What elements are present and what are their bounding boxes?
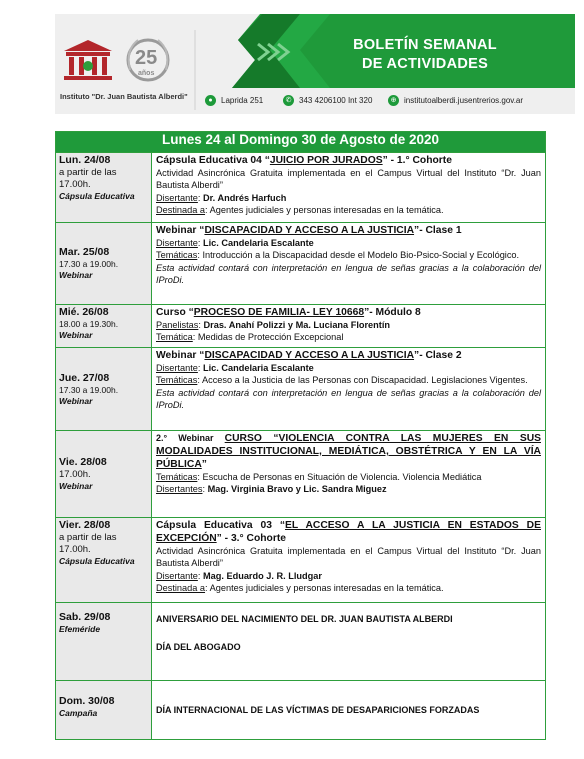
audience-text: Agentes judiciales y personas interesadas en la temática.	[209, 582, 444, 593]
location-pin-icon: ●	[205, 95, 216, 106]
table-row	[56, 153, 546, 223]
field-label: Disertante	[156, 570, 198, 581]
topic-text: Escucha de Personas en Situación de Violencia. Violencia Mediática	[202, 472, 482, 482]
activity-details: Curso “PROCESO DE FAMILIA- LEY 10668”- Módulo 8 Panelistas: Dras. Anahí Polizzi y Ma. Luciana Florentín Temática: Medidas de Protección Excepcional	[152, 305, 546, 348]
activity-type: Cápsula Educativa	[59, 191, 135, 201]
activity-title-suffix: ” - 1.° Cohorte	[382, 155, 452, 166]
speaker-name: Dr. Andrés Harfuch	[202, 192, 287, 203]
table-row	[56, 305, 546, 348]
field-label: Destinada a	[156, 582, 206, 593]
day-time: 18.00 a 19.30h.	[59, 319, 119, 329]
field-label: Temática	[156, 332, 193, 343]
institute-name-caption: Instituto "Dr. Juan Bautista Alberdi"	[60, 92, 188, 101]
activity-type: Webinar	[59, 270, 93, 280]
day-cell	[56, 223, 152, 305]
field-label: Temáticas	[156, 375, 198, 386]
day-label: Jue. 27/08	[59, 371, 110, 384]
activity-title-prefix: Webinar “	[156, 225, 205, 236]
day-label: Lun. 24/08	[59, 154, 111, 166]
activity-title[interactable]: EL ACCESO A LA JUSTICIA EN ESTADOS DE EXCEPCIÓN	[156, 520, 541, 544]
anniversary-word: años	[138, 70, 155, 77]
anniversary-number: 25	[135, 47, 158, 69]
activity-title-prefix: Cápsula Educativa 04 “	[156, 155, 270, 166]
week-title-row	[56, 132, 546, 153]
field-label: Temáticas	[156, 472, 198, 482]
website-contact[interactable]	[388, 92, 523, 108]
activity-details: 2.° Webinar CURSO “VIOLENCIA CONTRA LAS MUJERES EN SUS MODALIDADES INSTITUCIONAL, MEDIÁTICA, OBSTÉTRICA Y EN LA VÍA PÚBLICA” Temáticas: Escucha de Personas en Situación de Violencia. Violencia Mediática Disertantes: Mag. Virginia Bravo y Lic. Sandra Miguez	[152, 431, 546, 518]
field-label: Destinada a	[156, 204, 206, 215]
address-text: Laprida 251	[221, 95, 264, 105]
field-label: Disertante	[156, 238, 198, 248]
day-label: Sab. 29/08	[59, 611, 111, 623]
activity-details: Cápsula Educativa 04 “JUICIO POR JURADOS” - 1.° Cohorte Actividad Asincrónica Gratuita implementada en el Campus Virtual del Instituto “Dr. Juan Bautista Alberdi” Disertante: Dr. Andrés Harfuch Destinada a: Agentes judiciales y personas interesadas en la temática.	[152, 153, 546, 223]
day-cell	[56, 603, 152, 681]
day-cell	[56, 305, 152, 348]
sign-language-note: Esta actividad contará con interpretación en lengua de señas gracias a la colaboración del IProDi.	[156, 262, 541, 285]
activity-type: Efeméride	[59, 624, 101, 634]
newsletter-title	[300, 36, 550, 74]
activity-type: Cápsula Educativa	[59, 556, 135, 566]
activity-title-prefix: Curso “	[156, 307, 194, 318]
topic-text: Introducción a la Discapacidad desde el Modelo Bio-Psico-Social y Ecológico.	[202, 250, 520, 261]
phone-icon: ✆	[283, 95, 294, 106]
speaker-name: Mag. Virginia Bravo y Lic. Sandra Miguez	[207, 484, 387, 495]
activity-title-suffix: ”	[201, 459, 207, 470]
weekly-activities-table	[55, 131, 546, 740]
activity-title[interactable]: DISCAPACIDAD Y ACCESO A LA JUSTICIA	[204, 350, 415, 361]
day-cell	[56, 518, 152, 603]
sign-language-note: Esta actividad contará con interpretación en lengua de señas gracias a la colaboración del IProDi.	[156, 387, 541, 410]
table-row	[56, 681, 546, 740]
table-row	[56, 223, 546, 305]
day-label: Dom. 30/08	[59, 695, 115, 707]
activity-details	[152, 681, 546, 740]
phone-text: 343 4206100 Int 320	[299, 95, 373, 105]
newsletter-header	[0, 0, 584, 120]
activity-type: Campaña	[59, 708, 98, 718]
activity-title-prefix: 2.° Webinar	[156, 433, 225, 443]
activity-title-prefix: Cápsula Educativa 03 “	[156, 520, 285, 531]
day-time: a partir de las 17.00h.	[59, 532, 117, 555]
activity-type: Webinar	[59, 481, 93, 491]
newsletter-title-line1: BOLETÍN SEMANAL	[353, 37, 497, 53]
activity-details	[152, 603, 546, 681]
table-row	[56, 431, 546, 518]
activity-details: Webinar “DISCAPACIDAD Y ACCESO A LA JUSTICIA”- Clase 2 Disertante: Lic. Candelaria Escalante Temáticas: Acceso a la Justicia de las Personas con Discapacidad. Legislaciones Vigentes. Esta actividad contará con interpretación en lengua de señas gracias a la colaboración del IProDi.	[152, 348, 546, 431]
activity-description: Actividad Asincrónica Gratuita implementada en el Campus Virtual del Instituto “Dr. Juan Bautista Alberdi”	[156, 168, 541, 191]
activity-title[interactable]: PROCESO DE FAMILIA- LEY 10668	[193, 307, 365, 318]
field-label: Disertantes	[156, 484, 203, 495]
activity-title[interactable]: JUICIO POR JURADOS	[269, 155, 383, 166]
field-label: Disertante	[156, 192, 198, 203]
day-cell	[56, 153, 152, 223]
institute-logo-icon	[64, 40, 112, 80]
ephemeris-line: ANIVERSARIO DEL NACIMIENTO DEL DR. JUAN BAUTISTA ALBERDI	[156, 614, 453, 624]
activity-title-prefix: Webinar “	[156, 350, 205, 361]
day-label: Mar. 25/08	[59, 246, 110, 258]
table-row	[56, 603, 546, 681]
day-label: Vier. 28/08	[59, 519, 111, 531]
website-link[interactable]: institutoalberdi.jusentrerios.gov.ar	[404, 95, 524, 105]
activity-details: Cápsula Educativa 03 “EL ACCESO A LA JUSTICIA EN ESTADOS DE EXCEPCIÓN” - 3.° Cohorte Actividad Asincrónica Gratuita implementada en el Campus Virtual del Instituto “Dr. Juan Bautista Alberdi” Disertante: Mag. Eduardo J. R. Lludgar Destinada a: Agentes judiciales y personas interesadas en la temática.	[152, 518, 546, 603]
globe-icon: ⊕	[388, 95, 399, 106]
campaign-line: DÍA INTERNACIONAL DE LAS VÍCTIMAS DE DESAPARICIONES FORZADAS	[156, 704, 480, 715]
week-title: Lunes 24 al Domingo 30 de Agosto de 2020	[56, 132, 546, 153]
activity-title-suffix: ”- Clase 1	[414, 225, 462, 236]
phone-contact	[283, 92, 372, 108]
ephemeris-line: DÍA DEL ABOGADO	[156, 642, 241, 653]
activity-title-suffix: ”- Módulo 8	[364, 307, 421, 318]
day-label: Mié. 26/08	[59, 306, 109, 318]
activity-description: Actividad Asincrónica Gratuita implementada en el Campus Virtual del Instituto “Dr. Juan Bautista Alberdi”	[156, 546, 541, 569]
activity-title-suffix: ” - 3.° Cohorte	[216, 533, 286, 544]
topic-text: Medidas de Protección Excepcional	[197, 332, 344, 343]
day-label: Vie. 28/08	[59, 456, 107, 468]
day-cell	[56, 681, 152, 740]
day-cell	[56, 348, 152, 431]
day-time: 17.30 a 19.00h.	[59, 384, 119, 395]
day-time: 17.30 a 19.00h.	[59, 259, 119, 269]
activity-type: Webinar	[59, 395, 93, 406]
day-time: a partir de las 17.00h.	[59, 167, 117, 190]
field-label: Panelistas	[156, 320, 199, 330]
table-row	[56, 518, 546, 603]
speaker-name: Dras. Anahí Polizzi y Ma. Luciana Florentín	[203, 320, 391, 330]
activity-title[interactable]: DISCAPACIDAD Y ACCESO A LA JUSTICIA	[204, 225, 415, 236]
speaker-name: Mag. Eduardo J. R. Lludgar	[202, 570, 322, 581]
day-cell	[56, 431, 152, 518]
topic-text: Acceso a la Justicia de las Personas con Discapacidad. Legislaciones Vigentes.	[201, 375, 528, 386]
activity-title-suffix: ”- Clase 2	[414, 350, 462, 361]
table-row	[56, 348, 546, 431]
audience-text: Agentes judiciales y personas interesadas en la temática.	[209, 204, 444, 215]
address-contact	[205, 92, 263, 108]
field-label: Disertante	[156, 363, 198, 373]
activity-type: Webinar	[59, 330, 93, 340]
activity-title[interactable]: CURSO “VIOLENCIA CONTRA LAS MUJERES EN SUS MODALIDADES INSTITUCIONAL, MEDIÁTICA, OBSTÉTRICA Y EN LA VÍA PÚBLICA	[156, 433, 541, 470]
day-time: 17.00h.	[59, 469, 91, 480]
activity-details: Webinar “DISCAPACIDAD Y ACCESO A LA JUSTICIA”- Clase 1 Disertante: Lic. Candelaria Escalante Temáticas: Introducción a la Discapacidad desde el Modelo Bio-Psico-Social y Ecológico. Esta actividad contará con interpretación en lengua de señas gracias a la colaboración del IProDi.	[152, 223, 546, 305]
field-label: Temáticas	[156, 250, 198, 261]
speaker-name: Lic. Candelaria Escalante	[202, 363, 314, 373]
speaker-name: Lic. Candelaria Escalante	[202, 238, 314, 248]
newsletter-title-line2: DE ACTIVIDADES	[361, 56, 489, 72]
